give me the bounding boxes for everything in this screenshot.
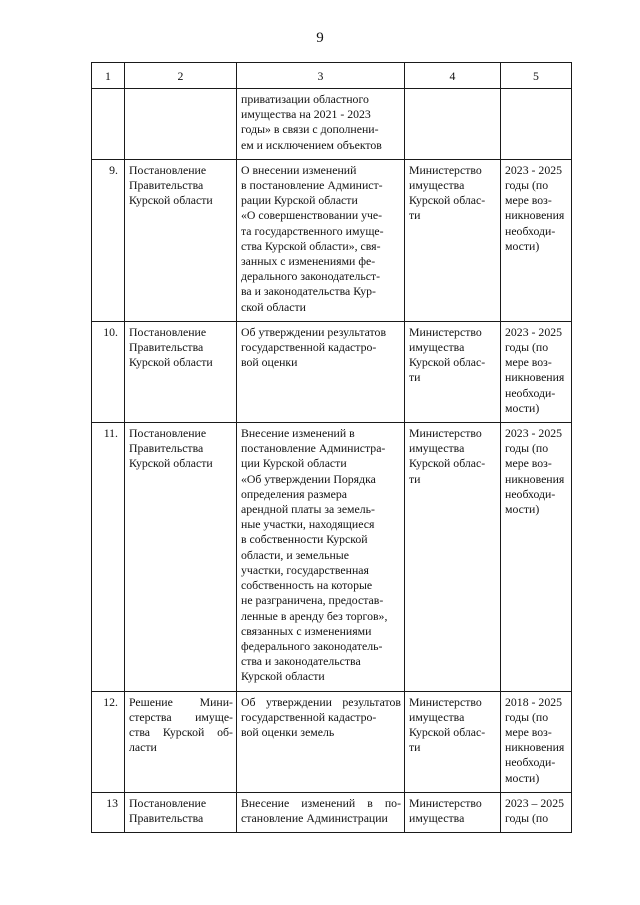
document-type-line: ласти: [129, 740, 157, 755]
document-type-cell: [125, 792, 237, 832]
document-title-line: имущества на 2021 - 2023: [241, 107, 371, 122]
table-row: [92, 89, 572, 160]
document-title-line: Внесение изменений в по-: [241, 795, 401, 810]
implementation-term-line: 2023 - 2025: [505, 426, 563, 441]
implementation-term-line: годы (по: [505, 340, 549, 355]
implementation-term-line: мости): [505, 770, 540, 785]
implementation-term-line: необходи-: [505, 385, 556, 400]
row-number: 10.: [103, 324, 118, 339]
document-type-line: Правительства: [129, 340, 204, 355]
implementation-term-line: годы (по: [505, 441, 549, 456]
document-title-line: вой оценки земель: [241, 724, 335, 739]
implementation-term-line: никновения: [505, 740, 565, 755]
row-number-cell: [92, 691, 125, 792]
implementation-term-line: мости): [505, 502, 540, 517]
document-title-line: в постановление Админист-: [241, 178, 383, 193]
responsible-executor-line: имущества: [409, 178, 465, 193]
document-type-line: Постановление: [129, 324, 207, 339]
responsible-executor-cell: [405, 792, 501, 832]
document-type-line: Решение Мини-: [129, 694, 233, 709]
column-header: 5: [501, 63, 572, 89]
document-type-line: Правительства: [129, 810, 204, 825]
document-title-line: рации Курской области: [241, 193, 358, 208]
implementation-term-cell: [501, 691, 572, 792]
document-title-line: постановление Администра-: [241, 441, 386, 456]
document-type-line: Постановление: [129, 162, 207, 177]
table-row: [92, 159, 572, 321]
document-type-line: Правительства: [129, 178, 204, 193]
document-title-line: связанных с изменениями: [241, 623, 372, 638]
document-title-line: в собственности Курской: [241, 532, 368, 547]
document-title-line: Внесение изменений в: [241, 426, 355, 441]
document-type-line: стерства имуще-: [129, 709, 233, 724]
document-title-line: участки, государственная: [241, 562, 369, 577]
document-type-cell: [125, 321, 237, 422]
implementation-term-line: 2023 - 2025: [505, 162, 563, 177]
implementation-term-cell: [501, 423, 572, 691]
document-type-cell: [125, 89, 237, 160]
document-title-line: та государственного имуще-: [241, 223, 384, 238]
implementation-term-cell: [501, 792, 572, 832]
implementation-term-line: никновения: [505, 370, 565, 385]
column-header: 3: [237, 63, 405, 89]
document-title-line: занных с изменениями фе-: [241, 254, 376, 269]
implementation-term-line: необходи-: [505, 223, 556, 238]
document-title-line: Об утверждении результатов: [241, 694, 401, 709]
responsible-executor-line: имущества: [409, 441, 465, 456]
implementation-term-line: 2023 - 2025: [505, 324, 563, 339]
responsible-executor-line: Министерство: [409, 694, 482, 709]
document-title-cell: [237, 691, 405, 792]
document-title-line: ции Курской области: [241, 456, 347, 471]
document-type-cell: [125, 159, 237, 321]
document-title-cell: [237, 423, 405, 691]
document-title-line: не разграничена, предостав-: [241, 593, 384, 608]
document-title-line: ленные в аренду без торгов»,: [241, 608, 388, 623]
row-number: 9.: [109, 162, 118, 177]
document-type-line: Постановление: [129, 795, 207, 810]
column-header: 2: [125, 63, 237, 89]
document-title-line: годы» в связи с дополнени-: [241, 122, 379, 137]
implementation-term-cell: [501, 159, 572, 321]
responsible-executor-line: ти: [409, 208, 421, 223]
document-title-line: приватизации областного: [241, 92, 369, 106]
table-row: [92, 691, 572, 792]
legislation-plan-table: [91, 62, 572, 833]
implementation-term-line: необходи-: [505, 755, 556, 770]
document-title-line: определения размера: [241, 486, 348, 501]
row-number-cell: [92, 321, 125, 422]
implementation-term-line: мере воз-: [505, 724, 552, 739]
implementation-term-line: 2018 - 2025: [505, 694, 563, 709]
implementation-term-line: мости): [505, 400, 540, 415]
document-title-line: федерального законодатель-: [241, 638, 383, 653]
document-title-line: Об утверждении результатов: [241, 324, 387, 339]
document-title-line: «Об утверждении Порядка: [241, 471, 376, 486]
document-type-line: Курской области: [129, 355, 213, 370]
row-number: 11.: [103, 426, 118, 441]
responsible-executor-line: Министерство: [409, 162, 482, 177]
document-title-line: ства Курской области», свя-: [241, 238, 381, 253]
row-number: 13: [106, 795, 118, 810]
implementation-term-line: годы (по: [505, 709, 549, 724]
document-title-cell: [237, 89, 405, 160]
row-number-cell: [92, 423, 125, 691]
responsible-executor-line: Министерство: [409, 795, 482, 810]
responsible-executor-line: Министерство: [409, 426, 482, 441]
responsible-executor-line: ти: [409, 471, 421, 486]
implementation-term-line: никновения: [505, 208, 565, 223]
responsible-executor-line: Курской облас-: [409, 193, 486, 208]
document-title-line: становление Администрации: [241, 810, 388, 825]
document-title-line: государственной кадастро-: [241, 340, 377, 355]
responsible-executor-line: имущества: [409, 709, 465, 724]
document-title-line: Курской области: [241, 669, 325, 684]
document-title-line: «О совершенствовании уче-: [241, 208, 383, 223]
document-title-line: ные участки, находящиеся: [241, 517, 375, 532]
row-number-cell: [92, 89, 125, 160]
implementation-term-line: мости): [505, 238, 540, 253]
column-header: 1: [92, 63, 125, 89]
table-header-row: [92, 63, 572, 89]
document-type-line: Курской области: [129, 456, 213, 471]
document-title-line: собственность на которые: [241, 578, 373, 593]
responsible-executor-line: ти: [409, 370, 421, 385]
document-title-line: дерального законодательст-: [241, 269, 381, 284]
table-row: [92, 321, 572, 422]
implementation-term-line: 2023 – 2025: [505, 795, 564, 810]
responsible-executor-cell: [405, 691, 501, 792]
implementation-term-line: никновения: [505, 471, 565, 486]
document-title-line: арендной платы за земель-: [241, 502, 375, 517]
implementation-term-line: мере воз-: [505, 355, 552, 370]
responsible-executor-line: Курской облас-: [409, 355, 486, 370]
document-title-line: вой оценки: [241, 355, 298, 370]
responsible-executor-line: Курской облас-: [409, 724, 486, 739]
document-title-line: области, и земельные: [241, 547, 349, 562]
implementation-term-cell: [501, 89, 572, 160]
implementation-term-line: годы (по: [505, 810, 549, 825]
table-row: [92, 423, 572, 691]
responsible-executor-line: Курской облас-: [409, 456, 486, 471]
responsible-executor-line: Министерство: [409, 324, 482, 339]
responsible-executor-cell: [405, 89, 501, 160]
document-title-line: ства и законодательства: [241, 654, 361, 669]
document-title-line: государственной кадастро-: [241, 709, 377, 724]
row-number-cell: [92, 792, 125, 832]
document-type-cell: [125, 691, 237, 792]
page-number: 9: [316, 30, 324, 46]
responsible-executor-cell: [405, 321, 501, 422]
document-type-cell: [125, 423, 237, 691]
table-row: [92, 792, 572, 832]
document-title-cell: [237, 792, 405, 832]
document-type-line: ства Курской об-: [129, 724, 233, 739]
responsible-executor-line: имущества: [409, 340, 465, 355]
responsible-executor-cell: [405, 423, 501, 691]
implementation-term-cell: [501, 321, 572, 422]
implementation-term-line: мере воз-: [505, 456, 552, 471]
column-header: 4: [405, 63, 501, 89]
document-title-line: ва и законодательства Кур-: [241, 284, 376, 299]
responsible-executor-cell: [405, 159, 501, 321]
row-number-cell: [92, 159, 125, 321]
document-title-cell: [237, 321, 405, 422]
document-title-line: О внесении изменений: [241, 162, 357, 177]
document-type-line: Курской области: [129, 193, 213, 208]
implementation-term-line: мере воз-: [505, 193, 552, 208]
row-number: 12.: [103, 694, 118, 709]
document-title-cell: [237, 159, 405, 321]
responsible-executor-line: имущества: [409, 810, 465, 825]
implementation-term-line: годы (по: [505, 178, 549, 193]
responsible-executor-line: ти: [409, 740, 421, 755]
document-title-line: ем и исключением объектов: [241, 137, 382, 152]
document-title-line: ской области: [241, 299, 306, 314]
implementation-term-line: необходи-: [505, 486, 556, 501]
document-type-line: Постановление: [129, 426, 207, 441]
document-type-line: Правительства: [129, 441, 204, 456]
